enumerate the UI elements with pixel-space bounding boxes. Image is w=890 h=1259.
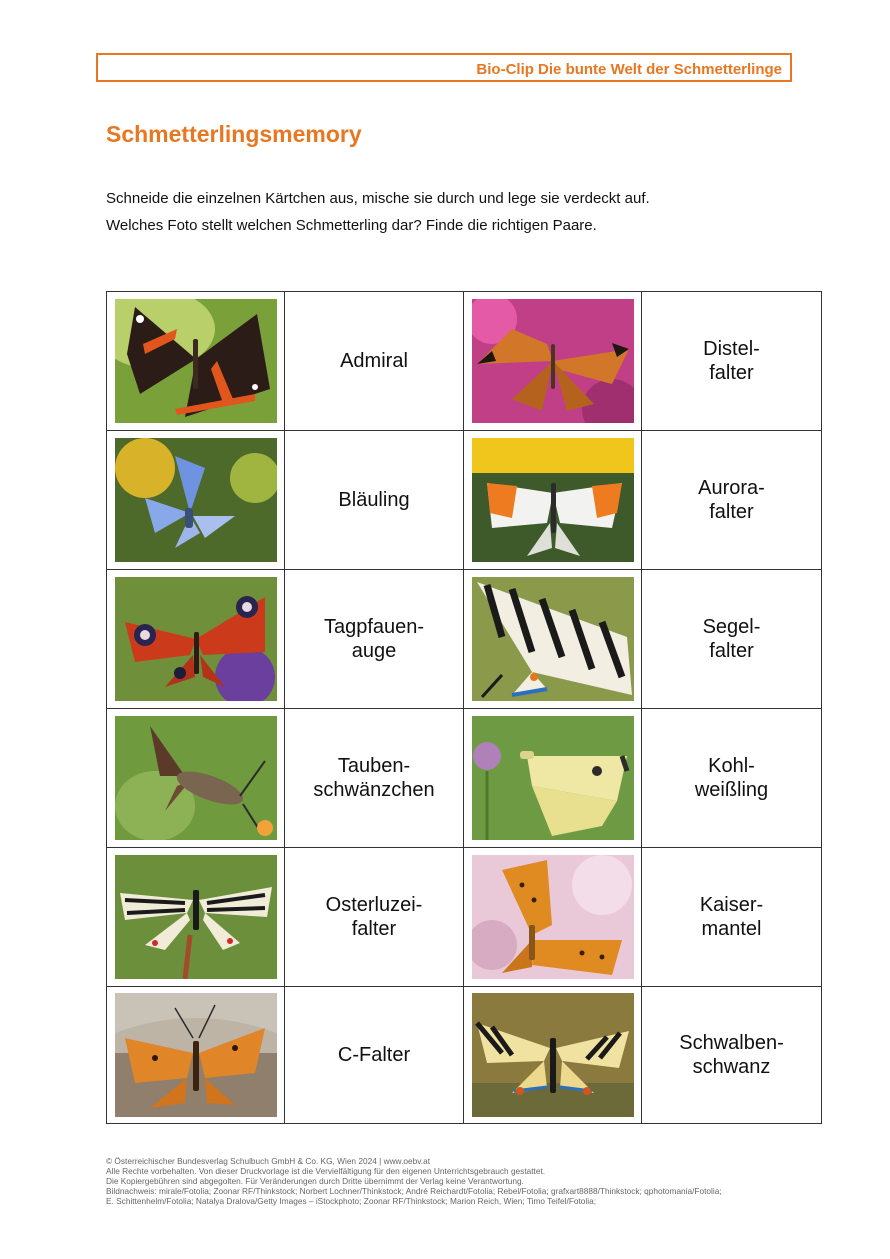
name-card[interactable] bbox=[642, 848, 822, 987]
name-card[interactable] bbox=[285, 292, 464, 431]
kaisermantel-photo bbox=[472, 855, 634, 979]
footer-line: Alle Rechte vorbehalten. Von dieser Druckvorlage ist die Vervielfältigung für den eigenen Unterrichtsgebrauch gestattet. bbox=[106, 1166, 546, 1177]
name-card[interactable] bbox=[285, 431, 464, 570]
taubenschwaenzchen-photo bbox=[115, 716, 277, 840]
footer-line: Bildnachweis: mirale/Fotolia; Zoonar RF/Thinkstock; Norbert Lochner/Thinkstock; André Reichardt/Fotolia; Rebel/Fotolia; grafxart8888/Thinkstock; qphotomania/Fotolia; bbox=[106, 1186, 722, 1197]
tagpfauenauge-photo bbox=[115, 577, 277, 701]
header-box bbox=[96, 53, 792, 82]
card-label: Segel- falter bbox=[702, 616, 761, 662]
photo-card[interactable] bbox=[107, 987, 285, 1124]
distelfalter-photo bbox=[472, 299, 634, 423]
photo-card[interactable] bbox=[464, 709, 642, 848]
header-title: Bio-Clip Die bunte Welt der Schmetterlinge bbox=[476, 61, 782, 78]
footer-line: E. Schittenhelm/Fotolia; Natalya Dralova/Getty Images – iStockphoto; Zoonar RF/Thinkstock; Marion Reich, Wien; Timo Teifel/Fotolia; bbox=[106, 1196, 597, 1207]
aurorafalter-photo bbox=[472, 438, 634, 562]
card-label: Admiral bbox=[340, 350, 408, 372]
photo-card[interactable] bbox=[464, 431, 642, 570]
card-label: Aurora- falter bbox=[698, 477, 765, 523]
name-card[interactable] bbox=[285, 987, 464, 1124]
photo-card[interactable] bbox=[464, 848, 642, 987]
card-label: Kohl- weißling bbox=[694, 755, 769, 801]
kohlweissling-photo bbox=[472, 716, 634, 840]
schwalbenschwanz-photo bbox=[472, 993, 634, 1117]
footer-line: © Österreichischer Bundesverlag Schulbuch GmbH & Co. KG, Wien 2024 | www.oebv.at bbox=[106, 1156, 430, 1166]
segelfalter-photo bbox=[472, 577, 634, 701]
blaeuling-photo bbox=[115, 438, 277, 562]
instruction-line-1: Schneide die einzelnen Kärtchen aus, mische sie durch und lege sie verdeckt auf. bbox=[106, 190, 650, 207]
table-row bbox=[107, 292, 822, 431]
name-card[interactable] bbox=[642, 709, 822, 848]
card-label: C-Falter bbox=[337, 1044, 411, 1066]
admiral-photo bbox=[115, 299, 277, 423]
osterluzeifalter-photo bbox=[115, 855, 277, 979]
photo-card[interactable] bbox=[107, 292, 285, 431]
page-title: Schmetterlingsmemory bbox=[106, 121, 362, 147]
table-row bbox=[107, 570, 822, 709]
c-falter-photo bbox=[115, 993, 277, 1117]
photo-card[interactable] bbox=[464, 987, 642, 1124]
photo-card[interactable] bbox=[464, 570, 642, 709]
name-card[interactable] bbox=[642, 292, 822, 431]
card-label: Bläuling bbox=[338, 489, 410, 511]
photo-card[interactable] bbox=[107, 848, 285, 987]
table-row bbox=[107, 709, 822, 848]
card-label: Tagpfauen- auge bbox=[323, 616, 425, 662]
card-label: Schwalben- schwanz bbox=[679, 1032, 784, 1078]
name-card[interactable] bbox=[642, 987, 822, 1124]
table-row bbox=[107, 987, 822, 1124]
name-card[interactable] bbox=[285, 570, 464, 709]
memory-card-table bbox=[106, 291, 822, 1124]
instruction-line-2: Welches Foto stellt welchen Schmetterling dar? Finde die richtigen Paare. bbox=[106, 217, 597, 234]
table-row bbox=[107, 431, 822, 570]
photo-card[interactable] bbox=[107, 709, 285, 848]
name-card[interactable] bbox=[285, 709, 464, 848]
name-card[interactable] bbox=[642, 431, 822, 570]
card-label: Distel- falter bbox=[703, 338, 760, 384]
photo-card[interactable] bbox=[107, 570, 285, 709]
photo-card[interactable] bbox=[464, 292, 642, 431]
footer-credits bbox=[106, 1156, 722, 1206]
card-label: Tauben- schwänzchen bbox=[313, 755, 435, 801]
footer-line: Die Kopiergebühren sind abgegolten. Für Veränderungen durch Dritte übernimmt der Verlag keine Verantwortung. bbox=[106, 1176, 524, 1187]
name-card[interactable] bbox=[285, 848, 464, 987]
card-label: Osterluzei- falter bbox=[325, 894, 423, 940]
card-label: Kaiser- mantel bbox=[699, 894, 764, 940]
table-row bbox=[107, 848, 822, 987]
photo-card[interactable] bbox=[107, 431, 285, 570]
name-card[interactable] bbox=[642, 570, 822, 709]
